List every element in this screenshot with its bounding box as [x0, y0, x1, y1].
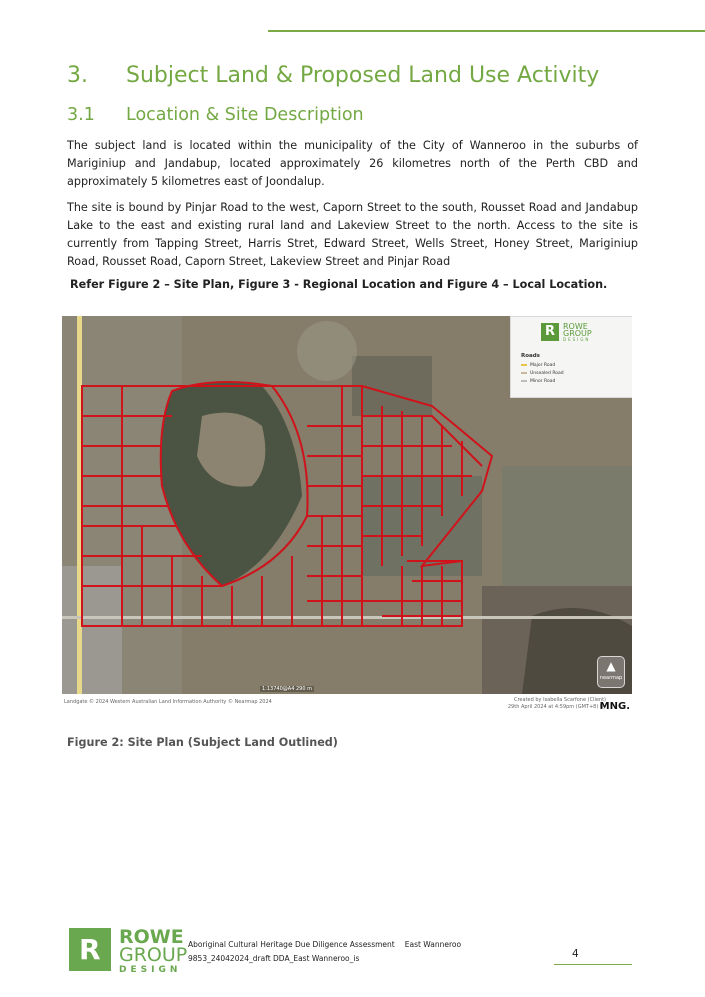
footer-project: East Wanneroo: [404, 940, 462, 949]
scale-bar: 1:13740@A4 290 m: [262, 686, 312, 692]
footer-brand: ROWE GROUP DESIGN: [119, 926, 188, 975]
rowe-logo-icon: R: [541, 323, 559, 341]
footer-doc-title: Aboriginal Cultural Heritage Due Diligence Assessment: [188, 940, 395, 949]
legend-brand: ROWE GROUP DESIGN: [563, 322, 592, 342]
footer-document-info: [188, 938, 461, 966]
legend-item-minor: Minor Road: [521, 379, 555, 384]
legend-item-major: Major Road: [521, 363, 555, 368]
map-credits: [62, 695, 632, 715]
mng-logo: MNG.: [599, 701, 630, 712]
map-legend: [510, 316, 632, 398]
header-rule: [268, 30, 705, 32]
figure-caption: Figure 2: Site Plan (Subject Land Outlined): [67, 736, 338, 749]
legend-title: Roads: [521, 353, 540, 359]
subsection-title: Location & Site Description: [126, 105, 364, 125]
nearmap-badge: ▲ nearmap: [597, 656, 625, 688]
caporn-street: [62, 616, 632, 619]
figure-reference: Refer Figure 2 – Site Plan, Figure 3 - Regional Location and Figure 4 – Local Location.: [70, 278, 608, 291]
site-plan-map: [62, 316, 632, 694]
section-heading: [67, 63, 599, 88]
footer-logo-icon: R: [69, 928, 111, 971]
section-number: 3.: [67, 63, 88, 88]
page-number: 4: [572, 948, 579, 960]
footer-file: 9853_24042024_draft DDA_East Wanneroo_is: [188, 954, 360, 963]
subsection-heading: [67, 105, 364, 125]
page-number-rule: [554, 964, 632, 965]
boundary-paragraph: The site is bound by Pinjar Road to the west, Caporn Street to the south, Rousset Road and Jandabup Lake to the east and existing rural land and Lakeview Street to the north. Access to the site is currently from Tapping Street, Harris Stret, Edward Street, Wells Street, Honey Street, Mariginiup Road, Rousset Road, Caporn Street, Lakeview Street and Pinjar Road: [67, 201, 638, 268]
legend-item-unsealed: Unsealed Road: [521, 371, 564, 376]
credits-left: Landgate © 2024 Western Australian Land Information Authority © Nearmap 2024: [64, 699, 272, 705]
section-title: Subject Land & Proposed Land Use Activity: [126, 63, 600, 88]
credits-right: Created by Isabella Scarfone (Client) 29th April 2024 at 4:59pm (GMT+8) by: [507, 697, 606, 710]
location-paragraph: The subject land is located within the municipality of the City of Wanneroo in the suburbs of Mariginiup and Jandabup, located approximately 26 kilometres north of the Perth CBD and approximately 5 kilometres east of Joondalup.: [67, 139, 638, 188]
north-arrow-icon: ▲: [606, 659, 616, 673]
subsection-number: 3.1: [67, 105, 95, 125]
